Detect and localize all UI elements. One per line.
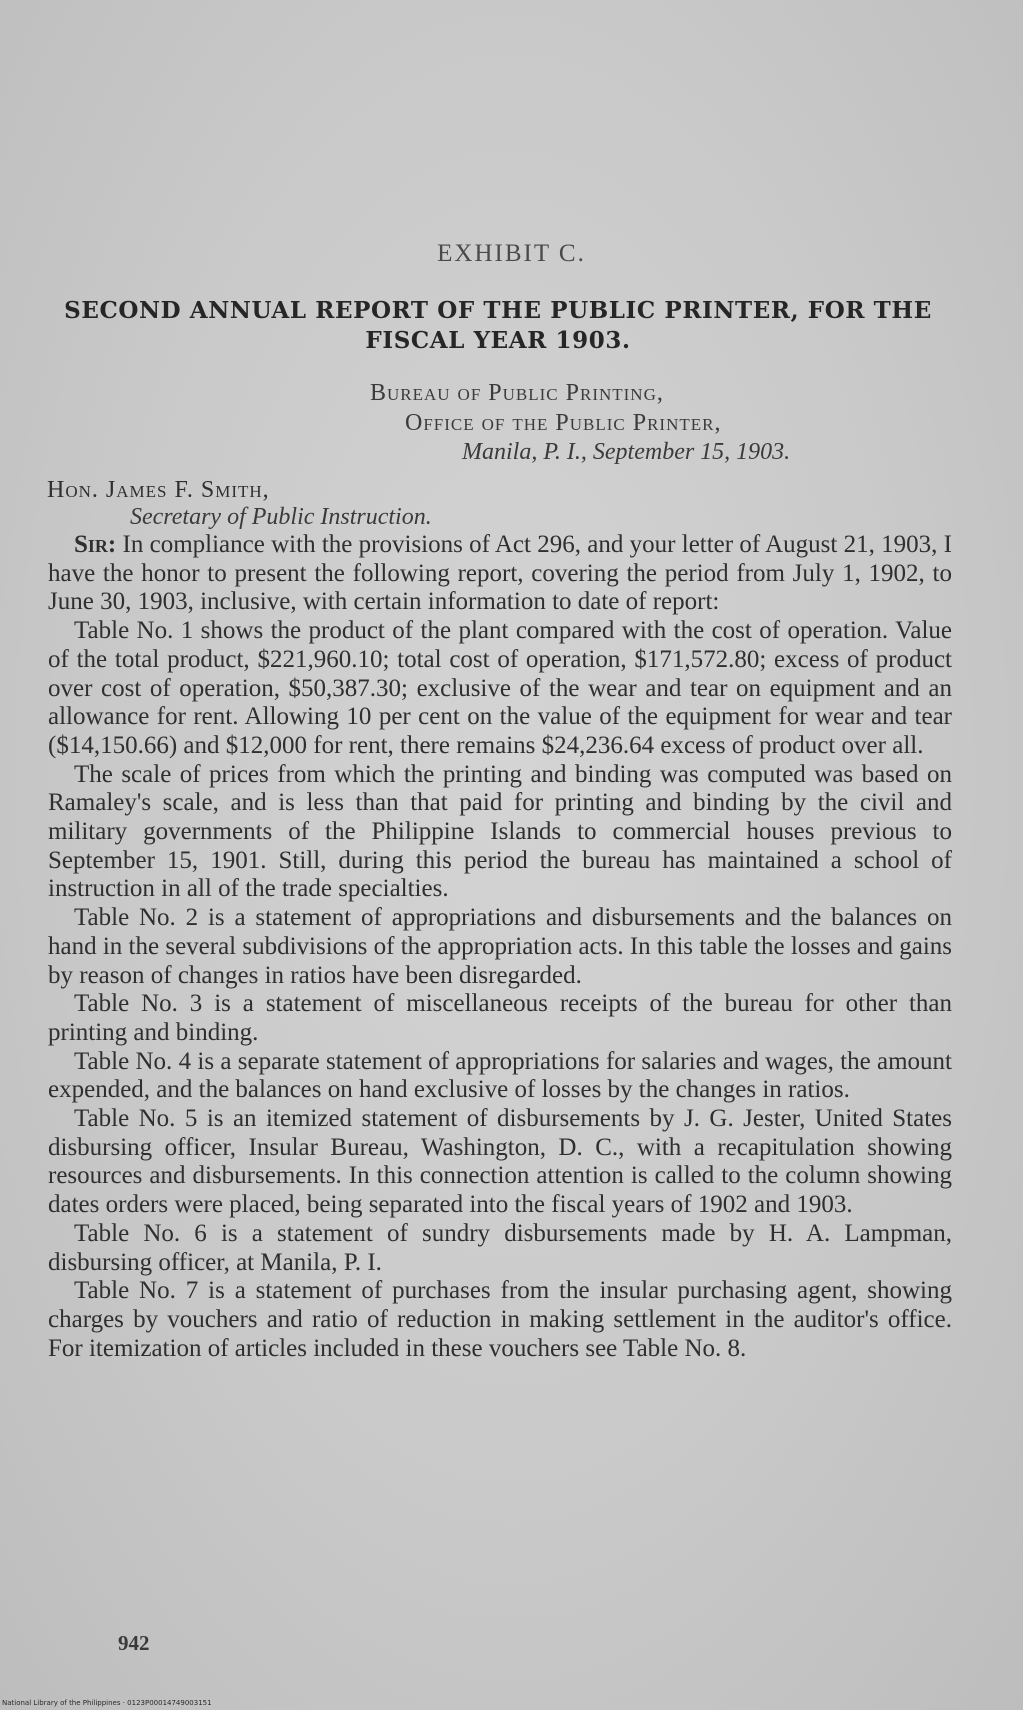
paragraph-table-1: Table No. 1 shows the product of the plant compared with the cost of operation. Value of the total product, $221,960.10; total cost of operation, $171,572.80; excess of product over cost of operation, $50,387.30; exclusive of the wear and tear on equipment and an allowance for rent. Allowing 10 per cent on the value of the equipment for wear and tear ($14,150.66) and $12,000 for rent, there remains $24,236.64 excess of product over all.	[48, 617, 952, 759]
report-title	[38, 296, 958, 356]
report-title-line-2: FISCAL YEAR 1903.	[365, 327, 631, 354]
paragraph-table-2: Table No. 2 is a statement of appropriations and disbursements and the balances on hand in the several subdivisions of the appropriation acts. In this table the losses and gains by reason of changes in ratios have been disregarded.	[48, 904, 952, 989]
paragraph-table-5: Table No. 5 is an itemized statement of disbursements by J. G. Jester, United States disbursing officer, Insular Bureau, Washington, D. C., with a recapitulation showing resources and disbursements. In this connection attention is called to the column showing dates orders were placed, being separated into the fiscal years of 1902 and 1903.	[48, 1105, 952, 1219]
addressee-name: Hon. James F. Smith,	[47, 477, 270, 503]
exhibit-heading: EXHIBIT C.	[437, 240, 586, 267]
letterhead-office: Office of the Public Printer,	[405, 410, 722, 436]
paragraph-text: In compliance with the provisions of Act 296, and your letter of August 21, 1903, I have the honor to present the following report, covering the period from July 1, 1902, to June 30, 1903, inclusive, with certain information to date of report:	[48, 531, 952, 616]
paragraph-table-7: Table No. 7 is a statement of purchases from the insular purchasing agent, showing charges by vouchers and ratio of reduction in making settlement in the auditor's office. For itemization of articles included in these vouchers see Table No. 8.	[48, 1277, 952, 1362]
paragraph-table-6: Table No. 6 is a statement of sundry disbursements made by H. A. Lampman, disbursing officer, at Manila, P. I.	[48, 1219, 952, 1276]
letterhead-place-date: Manila, P. I., September 15, 1903.	[462, 439, 791, 465]
page-number: 942	[118, 1631, 150, 1655]
paragraph-price-scale: The scale of prices from which the printing and binding was computed was based on Ramaley's scale, and is less than that paid for printing and binding by the civil and military governments of the Philippine Islands to commercial houses previous to September 15, 1901. Still, during this period the bureau has maintained a school of instruction in all of the trade specialties.	[48, 760, 952, 903]
letter-body	[48, 531, 952, 1363]
scan-footer: National Library of the Philippines · 0123P00014749003151	[2, 1699, 212, 1707]
paragraph-table-3: Table No. 3 is a statement of miscellaneous receipts of the bureau for other than printing and binding.	[48, 990, 952, 1046]
salutation: Sir:	[74, 531, 117, 558]
report-title-line-1: SECOND ANNUAL REPORT OF THE PUBLIC PRINTER, FOR THE	[64, 297, 932, 324]
letterhead-bureau: Bureau of Public Printing,	[370, 380, 664, 406]
paragraph-table-4: Table No. 4 is a separate statement of appropriations for salaries and wages, the amount expended, and the balances on hand exclusive of losses by the changes in ratios.	[48, 1047, 952, 1104]
paragraph-intro	[48, 531, 952, 617]
addressee-position: Secretary of Public Instruction.	[130, 504, 432, 530]
